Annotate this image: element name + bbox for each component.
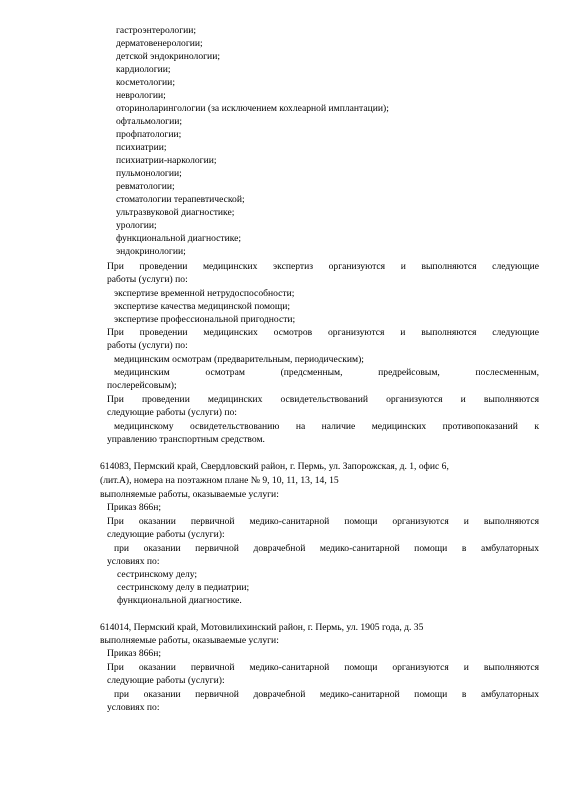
list-item: детской эндокринологии; <box>116 51 220 62</box>
word: предрейсовым, <box>378 367 440 378</box>
order-label: Приказ 866н; <box>107 648 162 659</box>
list-item: стоматологии терапевтической; <box>116 194 245 205</box>
list-item-cont: управлению транспортным средством. <box>107 434 265 445</box>
word: (предсменным, <box>280 367 343 378</box>
list-item: офтальмологии; <box>116 116 183 127</box>
list-item: ультразвуковой диагностике; <box>116 207 235 218</box>
address-line: (лит.А), номера на поэтажном плане № 9, 10, 11, 13, 14, 15 <box>100 475 339 486</box>
pmsp-heading-cont: следующие работы (услуги): <box>107 529 225 540</box>
list-item: оториноларингологии (за исключением кохлеарной имплантации); <box>116 103 389 114</box>
expertise-heading: При проведении медицинских экспертиз организуются и выполняются следующие <box>107 261 539 272</box>
list-item: функциональной диагностике. <box>117 595 242 606</box>
primary-care-heading: при оказании первичной доврачебной медико-санитарной помощи в амбулаторных <box>114 543 539 554</box>
list-item: урологии; <box>116 220 157 231</box>
list-item: сестринскому делу; <box>117 569 198 580</box>
list-item <box>114 367 539 380</box>
order-label: Приказ 866н; <box>107 502 162 513</box>
works-label: выполняемые работы, оказываемые услуги: <box>100 489 279 500</box>
list-item: ревматологии; <box>116 181 175 192</box>
pmsp-heading: При оказании первичной медико-санитарной помощи организуются и выполняются <box>107 516 539 527</box>
works-label: выполняемые работы, оказываемые услуги: <box>100 635 279 646</box>
list-item: неврологии; <box>116 90 166 101</box>
pmsp-heading-cont: следующие работы (услуги): <box>107 675 225 686</box>
list-item: сестринскому делу в педиатрии; <box>117 582 250 593</box>
list-item: кардиологии; <box>116 64 171 75</box>
examinations-heading: При проведении медицинских осмотров организуются и выполняются следующие <box>107 327 539 338</box>
certification-heading-cont: следующие работы (услуги) по: <box>107 407 237 418</box>
list-item: гастроэнтерологии; <box>116 25 197 36</box>
list-item: психиатрии; <box>116 142 167 153</box>
primary-care-heading-cont: условиях по: <box>107 702 160 713</box>
examinations-heading-cont: работы (услуги) по: <box>107 340 188 351</box>
primary-care-heading: при оказании первичной доврачебной медико-санитарной помощи в амбулаторных <box>114 689 539 700</box>
primary-care-heading-cont: условиях по: <box>107 556 160 567</box>
list-item: медицинским осмотрам (предварительным, периодическим); <box>114 354 364 365</box>
address-line: 614014, Пермский край, Мотовилихинский район, г. Пермь, ул. 1905 года, д. 35 <box>100 622 424 633</box>
list-item: медицинскому освидетельствованию на наличие медицинских противопоказаний к <box>114 421 539 432</box>
expertise-heading-cont: работы (услуги) по: <box>107 274 188 285</box>
list-item: косметологии; <box>116 77 175 88</box>
word: медицинским <box>114 367 170 378</box>
list-item: экспертизе временной нетрудоспособности; <box>114 288 295 299</box>
certification-heading: При проведении медицинских освидетельствований организуются и выполняются <box>107 394 539 405</box>
list-item: экспертизе качества медицинской помощи; <box>114 301 291 312</box>
list-item-cont: послерейсовым); <box>107 380 177 391</box>
list-item: пульмонологии; <box>116 168 182 179</box>
address-line: 614083, Пермский край, Свердловский район, г. Пермь, ул. Запорожская, д. 1, офис 6, <box>100 461 449 472</box>
word: послесменным, <box>475 367 539 378</box>
list-item: профпатологии; <box>116 129 182 140</box>
list-item: функциональной диагностике; <box>116 233 242 244</box>
list-item: экспертизе профессиональной пригодности; <box>114 314 296 325</box>
pmsp-heading: При оказании первичной медико-санитарной помощи организуются и выполняются <box>107 662 539 673</box>
list-item: дерматовенерологии; <box>116 38 203 49</box>
word: осмотрам <box>205 367 245 378</box>
list-item: эндокринологии; <box>116 246 186 257</box>
list-item: психиатрии-наркологии; <box>116 155 217 166</box>
